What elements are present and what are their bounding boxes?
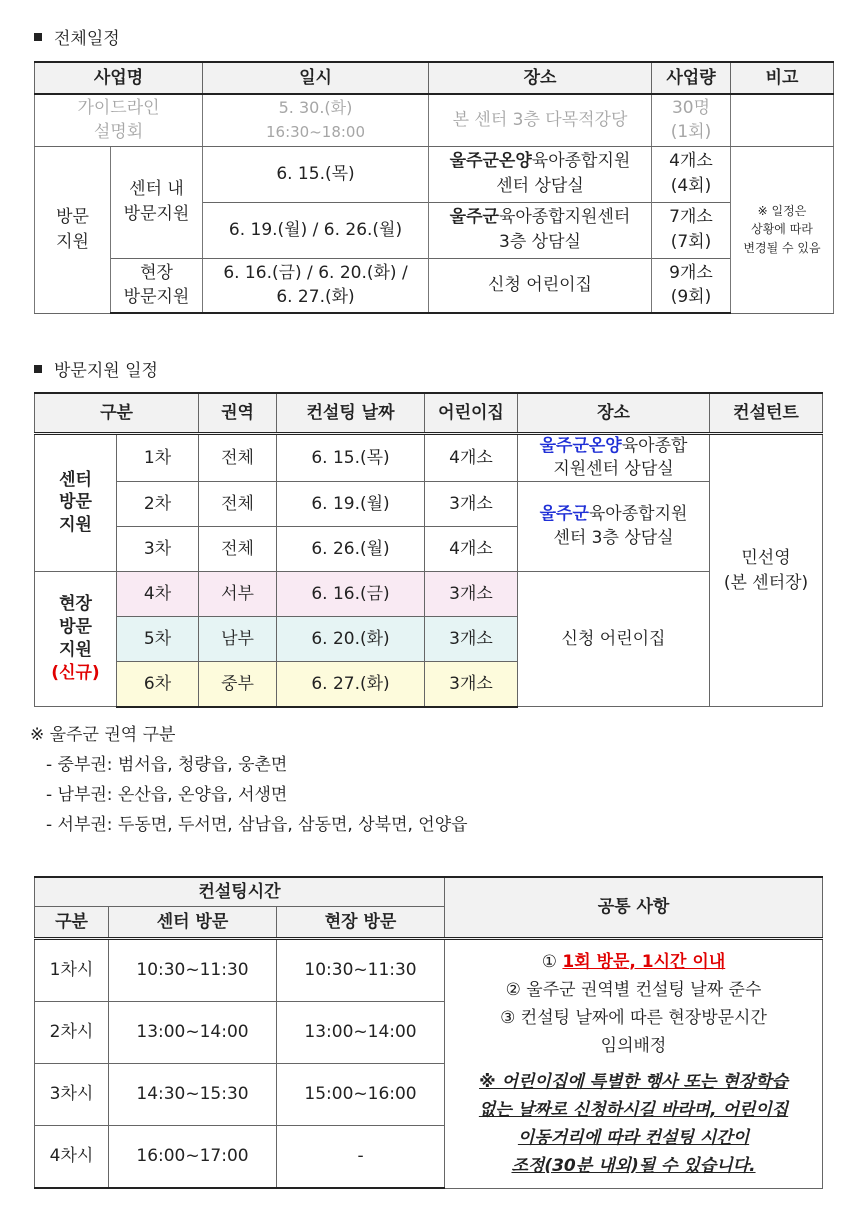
common-notice: ※ 어린이집에 특별한 행사 또는 현장학습 없는 날짜로 신청하시길 바라며, 어린이집 이동거리에 따라 컨설팅 시간이 조정(30분 내외)될 수 있습니다.: [478, 1071, 789, 1176]
date-cell: 6. 15.(목): [277, 434, 425, 482]
center-visit-label: 센터 내 방문지원: [111, 146, 203, 258]
date-cell: 6. 26.(월): [277, 526, 425, 571]
region-cell: 전체: [199, 481, 277, 526]
square-bullet-icon: [34, 365, 42, 373]
field-time-cell: -: [277, 1126, 445, 1189]
header-daycare: 어린이집: [425, 393, 518, 434]
table-header-row: [35, 877, 823, 907]
header-category: 구분: [35, 393, 199, 434]
date-cell: 6. 19.(월): [277, 481, 425, 526]
slot-cell: 2차시: [35, 1002, 109, 1064]
field-visit-label: 현장 방문지원: [111, 258, 203, 313]
guide-amount: 30명 (1회): [652, 94, 731, 146]
region-note-west: - 서부권: 두동면, 두서면, 삼남읍, 삼동면, 상북면, 언양읍: [46, 815, 468, 835]
consultant-cell: 민선영 (본 센터장): [710, 434, 823, 707]
row-b-amount: 7개소 (7회): [652, 202, 731, 258]
header-place: 장소: [429, 62, 652, 94]
slot-cell: 4차시: [35, 1126, 109, 1189]
round-cell: 1차: [117, 434, 199, 482]
table-row: [35, 258, 834, 313]
round-cell: 2차: [117, 481, 199, 526]
center-time-cell: 14:30~15:30: [109, 1064, 277, 1126]
date-cell: 6. 27.(화): [277, 661, 425, 707]
header-region: 권역: [199, 393, 277, 434]
region-cell: 서부: [199, 571, 277, 616]
region-note-title: ※ 울주군 권역 구분: [30, 725, 176, 745]
visit-schedule-table: [34, 392, 823, 708]
table-row: [35, 939, 823, 1002]
overall-schedule-table: [34, 61, 834, 314]
date-cell: 6. 20.(화): [277, 616, 425, 661]
row-a-place: 울주군온양육아종합지원 센터 상담실: [429, 146, 652, 202]
field-time-cell: 15:00~16:00: [277, 1064, 445, 1126]
slot-cell: 3차시: [35, 1064, 109, 1126]
square-bullet-icon: [34, 33, 42, 41]
field-time-cell: 13:00~14:00: [277, 1002, 445, 1064]
header-date: 컨설팅 날짜: [277, 393, 425, 434]
heading-text: 방문지원 일정: [54, 361, 158, 381]
header-slot: 구분: [35, 907, 109, 939]
round-cell: 6차: [117, 661, 199, 707]
table-header-row: [35, 62, 834, 94]
count-cell: 4개소: [425, 434, 518, 482]
region-note-central: - 중부권: 범서읍, 청량읍, 웅촌면: [46, 755, 288, 775]
section-heading-overall: [34, 24, 120, 49]
region-cell: 중부: [199, 661, 277, 707]
consulting-time-table: [34, 876, 823, 1189]
center-time-cell: 16:00~17:00: [109, 1126, 277, 1189]
header-center-visit: 센터 방문: [109, 907, 277, 939]
count-cell: 4개소: [425, 526, 518, 571]
common-notes: [445, 939, 823, 1189]
common-item-1: ① 1회 방문, 1시간 이내: [541, 951, 726, 972]
slot-cell: 1차시: [35, 939, 109, 1002]
header-program: 사업명: [35, 62, 203, 94]
region-cell: 전체: [199, 434, 277, 482]
row-a-date: 6. 15.(목): [203, 146, 429, 202]
table-row: [35, 571, 823, 616]
place-center-uljugun: 울주군육아종합지원 센터 3층 상담실: [518, 481, 710, 571]
header-amount: 사업량: [652, 62, 731, 94]
table-row: [35, 434, 823, 482]
row-a-amount: 4개소 (4회): [652, 146, 731, 202]
visit-support-label: 방문 지원: [35, 146, 111, 313]
region-note-south: - 남부권: 온산읍, 온양읍, 서생면: [46, 785, 288, 805]
guide-date: 5. 30.(화) 16:30~18:00: [203, 94, 429, 146]
section-heading-visit: [34, 356, 158, 381]
row-c-amount: 9개소 (9회): [652, 258, 731, 313]
header-common: 공통 사항: [445, 877, 823, 939]
table-row: [35, 481, 823, 526]
count-cell: 3개소: [425, 661, 518, 707]
round-cell: 5차: [117, 616, 199, 661]
count-cell: 3개소: [425, 571, 518, 616]
group-center-visit: 센터 방문 지원: [35, 434, 117, 572]
guide-remark: [731, 94, 834, 146]
field-time-cell: 10:30~11:30: [277, 939, 445, 1002]
guide-place: 본 센터 3층 다목적강당: [429, 94, 652, 146]
heading-text: 전체일정: [54, 29, 120, 49]
date-cell: 6. 16.(금): [277, 571, 425, 616]
header-place: 장소: [518, 393, 710, 434]
guide-name: 가이드라인 설명회: [35, 94, 203, 146]
round-cell: 3차: [117, 526, 199, 571]
header-remark: 비고: [731, 62, 834, 94]
header-consulting-time: 컨설팅시간: [35, 877, 445, 907]
header-field-visit: 현장 방문: [277, 907, 445, 939]
round-cell: 4차: [117, 571, 199, 616]
center-time-cell: 13:00~14:00: [109, 1002, 277, 1064]
center-time-cell: 10:30~11:30: [109, 939, 277, 1002]
header-datetime: 일시: [203, 62, 429, 94]
count-cell: 3개소: [425, 481, 518, 526]
region-cell: 남부: [199, 616, 277, 661]
row-c-date: 6. 16.(금) / 6. 20.(화) / 6. 27.(화): [203, 258, 429, 313]
common-item-2: ② 울주군 권역별 컨설팅 날짜 준수: [505, 979, 762, 1000]
group-field-visit: 현장 방문 지원 (신규): [35, 571, 117, 707]
table-row: [35, 94, 834, 146]
table-header-row: [35, 393, 823, 434]
row-b-date: 6. 19.(월) / 6. 26.(월): [203, 202, 429, 258]
header-consultant: 컨설턴트: [710, 393, 823, 434]
place-center-onyang: 울주군온양육아종합 지원센터 상담실: [518, 434, 710, 482]
region-cell: 전체: [199, 526, 277, 571]
table-row: [35, 146, 834, 202]
row-b-place: 울주군육아종합지원센터 3층 상담실: [429, 202, 652, 258]
schedule-remark: ※ 일정은 상황에 따라 변경될 수 있음: [731, 146, 834, 313]
place-daycare: 신청 어린이집: [518, 571, 710, 707]
row-c-place: 신청 어린이집: [429, 258, 652, 313]
count-cell: 3개소: [425, 616, 518, 661]
common-item-3: ③ 컨설팅 날짜에 따른 현장방문시간 임의배정: [500, 1007, 767, 1056]
